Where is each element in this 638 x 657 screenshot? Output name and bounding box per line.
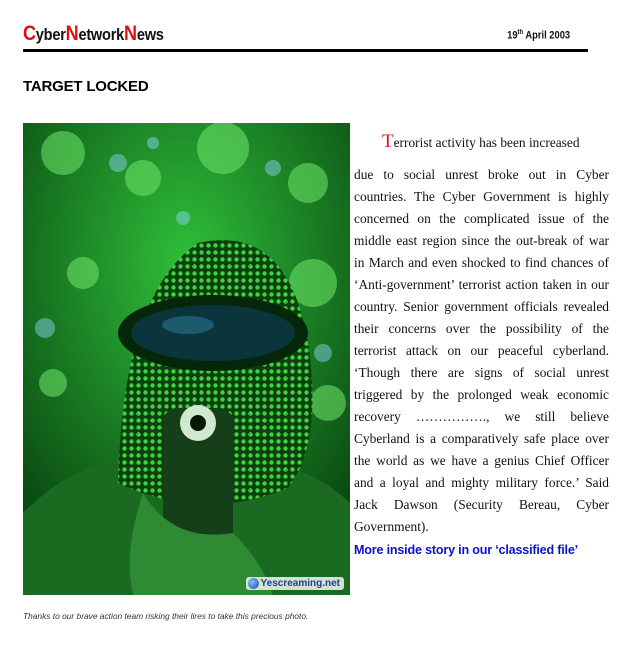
article-body [354, 131, 609, 561]
more-story-link[interactable]: More inside story in our ‘classified file’ [354, 543, 578, 557]
article-lead [354, 131, 609, 154]
date-month-year: April 2003 [523, 29, 570, 42]
date-day: 19 [507, 29, 518, 42]
logo-letter: N [124, 22, 137, 45]
logo-letter: N [65, 22, 79, 45]
drop-cap: T [382, 131, 394, 152]
article-headline: TARGET LOCKED [23, 78, 149, 95]
lead-text: errorist activity has been increased [393, 135, 580, 150]
masthead [23, 20, 588, 50]
article-photo [23, 123, 350, 595]
globe-icon [248, 578, 259, 589]
masked-gunman-image [23, 123, 350, 595]
logo-letter: C [23, 22, 36, 45]
photo-watermark [246, 577, 344, 590]
logo-text: yber [35, 25, 66, 44]
issue-date [507, 29, 570, 42]
date-suffix: th [517, 29, 524, 36]
logo-text: etwork [78, 25, 125, 44]
watermark-text: Yescreaming.net [260, 578, 340, 589]
logo-text: ews [136, 25, 164, 44]
photo-caption: Thanks to our brave action team risking their lires to take this precious photo. [23, 611, 309, 621]
masthead-divider [23, 49, 588, 52]
site-logo[interactable] [23, 22, 164, 46]
article-paragraph: due to social unrest broke out in Cyber countries. The Cyber Government is highly concerned on the complicated issue of the middle east region since the out-break of war in March and even shocked to find chances of ‘Anti-government’ terrorist action taken in our country. Senior government officials revealed their concerns over the possibility of the terrorist attack on our peaceful cyberland. ‘Though there are signs of social unrest triggered by the prolonged weak economic recovery ……………., we still believe Cyberland is a comparatively safe place over the world as we have a genius Chief Officer and a loyal and mighty military force.’ Said Jack Dawson (Security Bereau, Cyber Government). [354, 167, 609, 534]
